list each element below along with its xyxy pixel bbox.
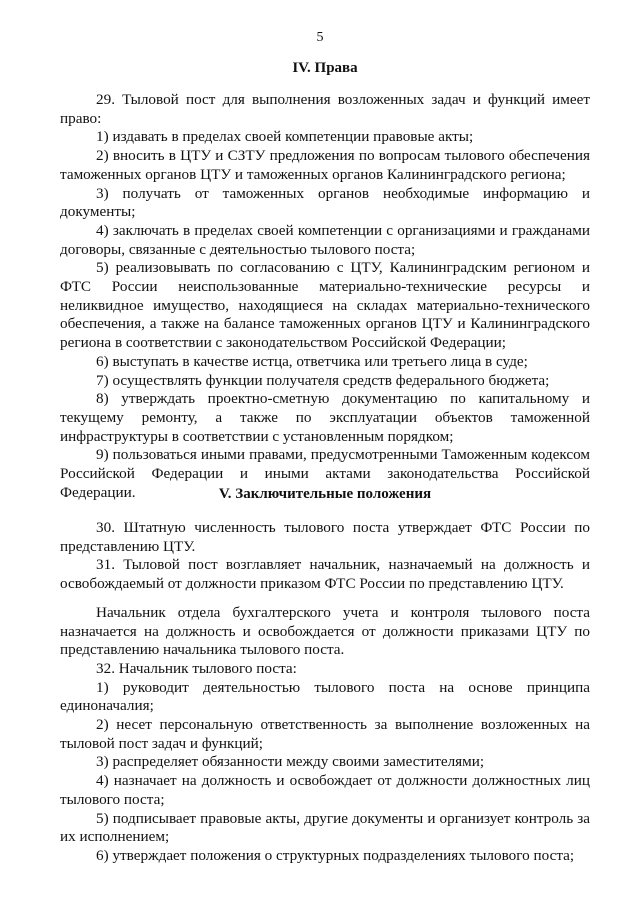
right-item-7: 7) осуществлять функции получателя средств федерального бюджета;	[96, 371, 550, 389]
right-item-6: 6) выступать в качестве истца, ответчика или третьего лица в суде;	[96, 352, 528, 370]
right-item-5: 5) реализовывать по согласованию с ЦТУ, Калининградским регионом и ФТС России неиспользованные материально-технические ресурсы и неликвидное имущество, находящиеся на складах материально-технического обеспечения, а также на балансе таможенных органов ЦТУ и Калининградского региона в соответствии с законодательством Российской Федерации;	[60, 259, 590, 352]
paragraph-spacer	[60, 594, 590, 604]
right-item-8: 8) утверждать проектно-сметную документацию по капитальному и текущему ремонту, а также по эксплуатации объектов таможенной инфраструктуры в соответствии с установленным порядком;	[60, 390, 590, 445]
paragraph-29: 29. Тыловой пост для выполнения возложенных задач и функций имеет право:	[60, 91, 590, 127]
duty-item-3: 3) распределяет обязанности между своими заместителями;	[96, 753, 485, 771]
right-item-9: 9) пользоваться иными правами, предусмотренными Таможенным кодексом Российской Федерации и иными актами законодательства Российской Федерации.	[60, 446, 590, 501]
paragraph-30: 30. Штатную численность тылового поста утверждает ФТС России по представлению ЦТУ.	[60, 519, 590, 555]
right-item-2: 2) вносить в ЦТУ и СЗТУ предложения по вопросам тылового обеспечения таможенных органов ЦТУ и таможенных органов Калининградского региона;	[60, 147, 590, 183]
section-v-body	[60, 519, 590, 866]
section-iv-body	[60, 91, 590, 502]
duty-item-4: 4) назначает на должность и освобождает от должности должностных лиц тылового поста;	[60, 772, 590, 808]
duty-item-1: 1) руководит деятельностью тылового поста на основе принципа единоначалия;	[60, 678, 590, 715]
section-iv-heading: IV. Права	[292, 60, 358, 76]
right-item-3: 3) получать от таможенных органов необходимые информацию и документы;	[60, 184, 590, 221]
duty-item-2: 2) несет персональную ответственность за выполнение возложенных на тыловой пост задач и функций;	[60, 716, 590, 752]
paragraph-32: 32. Начальник тылового поста:	[96, 659, 297, 677]
paragraph-31: 31. Тыловой пост возглавляет начальник, назначаемый на должность и освобождаемый от должности приказом ФТС России по представлению ЦТУ.	[60, 556, 590, 593]
accounting-head-paragraph: Начальник отдела бухгалтерского учета и контроля тылового поста назначается на должность и освобождается от должности приказами ЦТУ по представлению начальника тылового поста.	[60, 603, 590, 659]
page-number: 5	[316, 30, 324, 45]
duty-item-6: 6) утверждает положения о структурных подразделениях тылового поста;	[96, 846, 575, 864]
right-item-4: 4) заключать в пределах своей компетенции с организациями и гражданами договоры, связанные с деятельностью тылового поста;	[60, 221, 590, 258]
right-item-1: 1) издавать в пределах своей компетенции правовые акты;	[96, 128, 474, 146]
duty-item-5: 5) подписывает правовые акты, другие документы и организует контроль за их исполнением;	[60, 809, 590, 846]
section-v-heading: V. Заключительные положения	[218, 486, 432, 502]
